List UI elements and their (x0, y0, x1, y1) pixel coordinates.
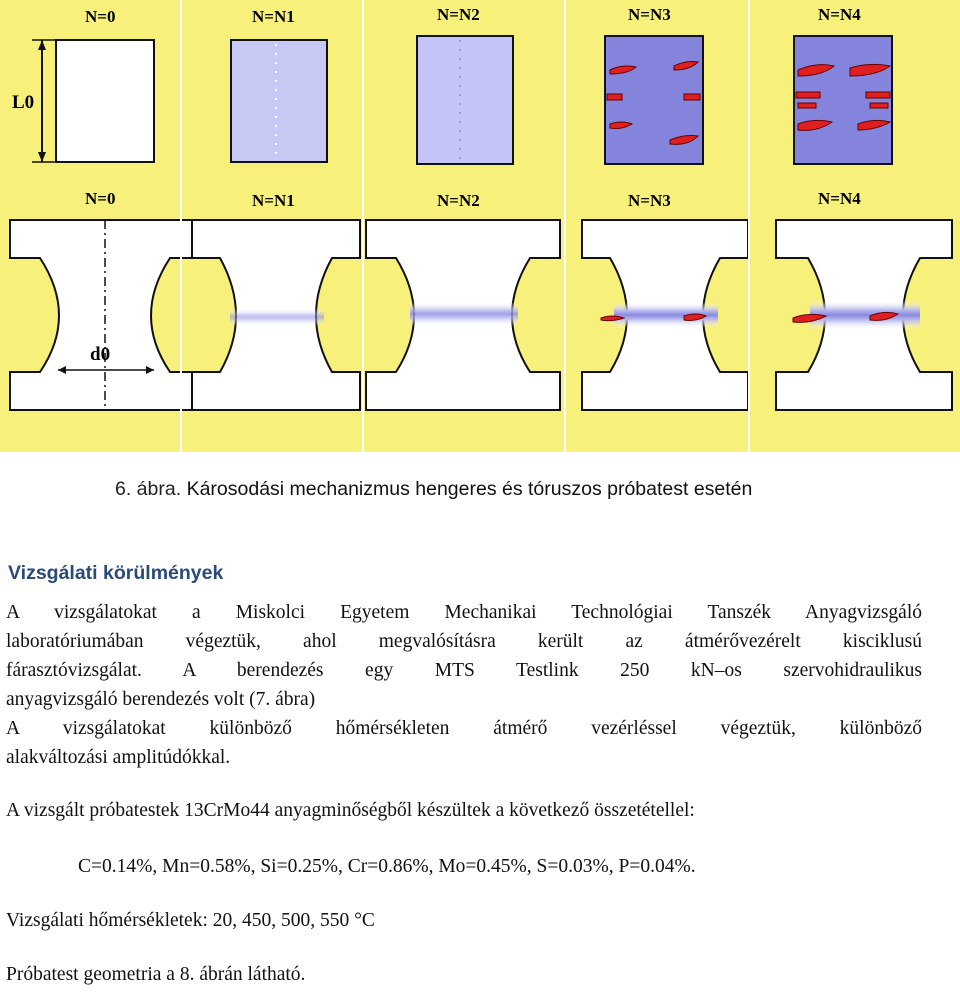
bottom-label-1: N=0 (85, 189, 116, 208)
cylinder-specimen-2 (231, 40, 327, 162)
caption-number: 6. ábra. (115, 478, 182, 500)
panel-separator (180, 0, 182, 452)
top-label-1: N=0 (85, 7, 116, 26)
top-label-5: N=N4 (818, 5, 861, 24)
paragraph-line: fárasztóvizsgálat. A berendezés egy MTS Testlink 250 kN–os szervohidraulikus (6, 660, 922, 681)
figure-caption (115, 478, 752, 501)
top-label-4: N=N3 (628, 5, 671, 24)
cylinder-specimen-5 (794, 36, 892, 164)
bottom-label-3: N=N2 (437, 191, 480, 210)
panel-separator (748, 0, 750, 452)
paragraph-lab (6, 598, 922, 714)
top-label-3: N=N2 (437, 5, 480, 24)
paragraph-line: A vizsgálatokat különböző hőmérsékleten átmérő vezérléssel végeztük, különböző (6, 718, 922, 739)
diameter-label: d0 (90, 344, 111, 365)
panel-separator (362, 0, 364, 452)
bottom-label-5: N=N4 (818, 189, 861, 208)
panel-separator (564, 0, 566, 452)
bottom-label-4: N=N3 (628, 191, 671, 210)
crack-mark (607, 94, 622, 100)
cylinder-specimen-3 (417, 36, 513, 164)
paragraph-method (6, 714, 922, 772)
crack-mark (796, 92, 820, 98)
temperatures-line: Vizsgálati hőmérsékletek: 20, 450, 500, 550 °C (6, 910, 375, 931)
paragraph-material: A vizsgált próbatestek 13CrMo44 anyagminőségből készültek a következő összetétellel: (6, 800, 695, 821)
cylinder-specimen-1 (56, 40, 154, 162)
paragraph-line: A vizsgálatokat a Miskolci Egyetem Mechanikai Technológiai Tanszék Anyagvizsgáló (6, 602, 922, 623)
caption-text: Károsodási mechanizmus hengeres és tóruszos próbatest esetén (186, 478, 753, 500)
geometry-note: Próbatest geometria a 8. ábrán látható. (6, 964, 306, 985)
crack-mark (684, 94, 700, 100)
damage-band (230, 308, 324, 326)
crack-mark (866, 92, 890, 98)
figure-drawing (0, 0, 960, 452)
arrow-down-icon (38, 152, 46, 162)
section-heading: Vizsgálati körülmények (8, 562, 224, 584)
crack-mark (798, 103, 816, 108)
paragraph-line: anyagvizsgáló berendezés volt (7. ábra) (6, 689, 316, 710)
damage-mechanism-figure (0, 0, 960, 452)
composition-line: C=0.14%, Mn=0.58%, Si=0.25%, Cr=0.86%, Mo=0.45%, S=0.03%, P=0.04%. (78, 856, 696, 877)
top-label-2: N=N1 (252, 7, 295, 26)
bottom-label-2: N=N1 (252, 191, 295, 210)
paragraph-line: alakváltozási amplitúdókkal. (6, 747, 231, 768)
damage-band (410, 302, 518, 326)
arrow-up-icon (38, 40, 46, 50)
damage-band (810, 300, 920, 330)
paragraph-line: laboratóriumában végeztük, ahol megvalósításra került az átmérővezérelt kisciklusú (6, 631, 922, 652)
crack-mark (870, 103, 888, 108)
length-label: L0 (12, 92, 35, 113)
